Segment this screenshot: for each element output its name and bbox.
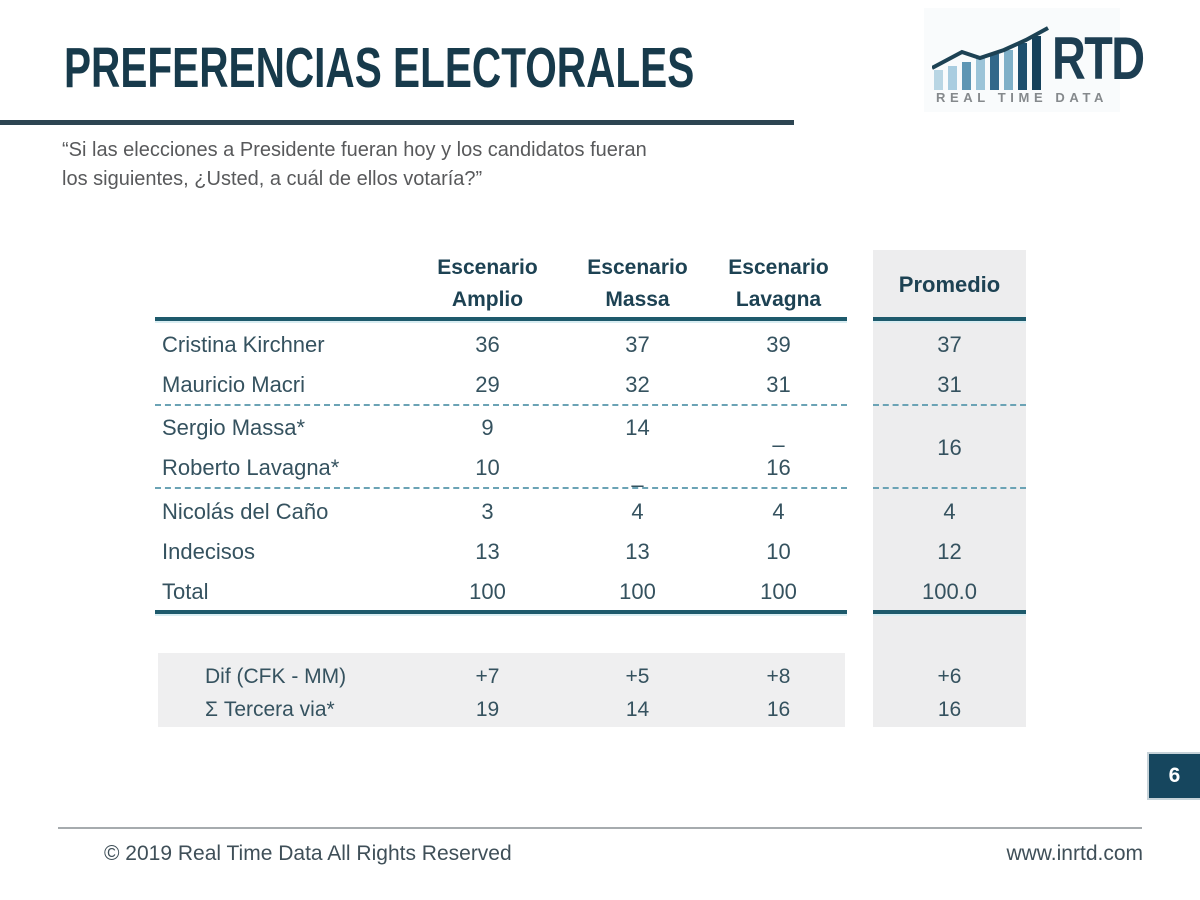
question-text — [62, 136, 647, 194]
page-number-badge: 6 — [1147, 752, 1200, 800]
table-row: Mauricio Macri 29 32 31 31 — [162, 372, 962, 397]
header-empty — [155, 250, 410, 290]
table-header-row — [155, 250, 1026, 320]
summary-row-tercera-via: Σ Tercera via* 19 14 16 16 — [205, 698, 962, 721]
title-underline — [0, 120, 794, 125]
summary-row-dif: Dif (CFK - MM) +7 +5 +8 +6 — [205, 665, 962, 688]
total-rule-promedio — [873, 610, 1026, 616]
dashed-separator — [873, 404, 1026, 406]
question-line-2: los siguientes, ¿Usted, a cuál de ellos votaría?” — [62, 168, 483, 190]
website-text: www.inrtd.com — [1006, 842, 1143, 865]
table-row: Roberto Lavagna* 10 16 — [162, 455, 791, 480]
header-promedio: Promedio — [898, 272, 1001, 297]
copyright-text: © 2019 Real Time Data All Rights Reserved — [104, 842, 512, 865]
header-rule-main — [155, 317, 847, 323]
no-candidate-dash: – — [631, 472, 644, 497]
table-row: Indecisos 13 13 10 12 — [162, 539, 962, 564]
header-escenario-lavagna: Escenario Lavagna — [728, 256, 829, 311]
merged-promedio-cell: 16 — [937, 435, 962, 460]
header-escenario-massa: Escenario Massa — [587, 256, 688, 311]
logo-tagline: REAL TIME DATA — [936, 90, 1109, 105]
table-row: Nicolás del Caño 3 4 4 4 — [162, 499, 956, 524]
question-line-1: “Si las elecciones a Presidente fueran hoy y los candidatos fueran — [62, 139, 647, 161]
header-rule-promedio — [873, 317, 1026, 323]
no-candidate-dash: – — [772, 432, 785, 457]
table-row: Sergio Massa* 9 14 — [162, 415, 650, 440]
bar-chart-icon — [932, 26, 1050, 92]
page-title: PREFERENCIAS ELECTORALES — [64, 37, 695, 100]
rtd-logo — [924, 8, 1144, 112]
table-row: Cristina Kirchner 36 37 39 37 — [162, 332, 962, 357]
dashed-separator — [155, 404, 847, 406]
footer-divider — [58, 827, 1142, 829]
dashed-separator — [155, 487, 847, 489]
dashed-separator — [873, 487, 1026, 489]
logo-wordmark: RTD — [1052, 25, 1144, 92]
total-rule-main — [155, 610, 847, 616]
header-escenario-amplio: Escenario Amplio — [437, 256, 538, 311]
table-row-total: Total 100 100 100 100.0 — [162, 579, 978, 604]
